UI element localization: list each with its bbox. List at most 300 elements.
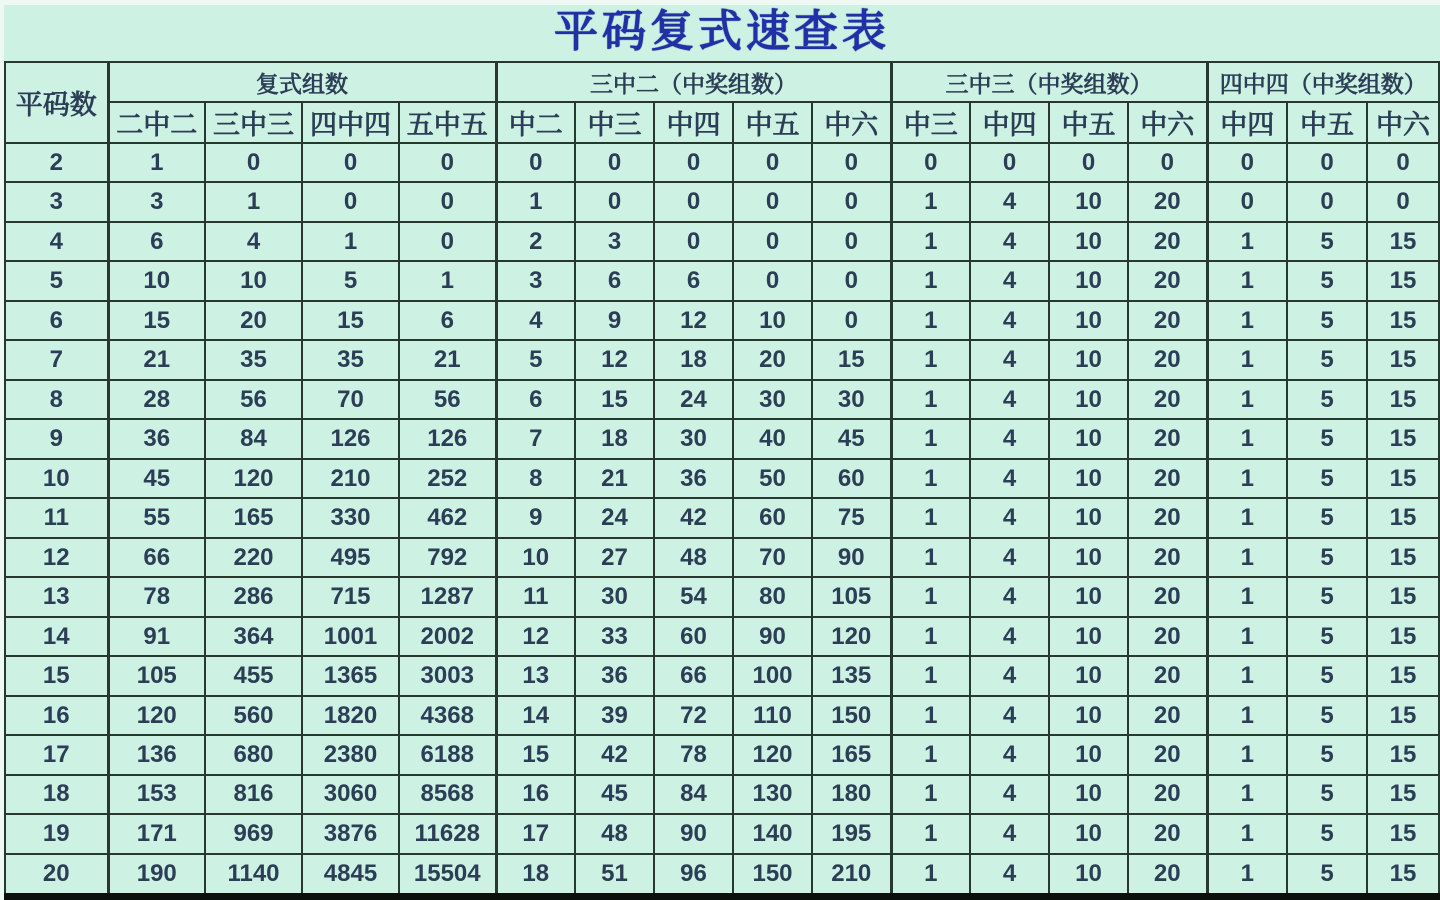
data-cell: 330 [302,498,399,537]
data-cell: 1 [1207,656,1287,695]
data-cell: 0 [575,143,654,182]
row-pingma-count: 6 [5,301,108,340]
col-header: 中四 [1207,102,1287,143]
data-cell: 8568 [399,775,496,814]
row-pingma-count: 11 [5,498,108,537]
group-header-row [5,62,1439,102]
data-cell: 15 [1367,459,1439,498]
data-cell: 1 [205,182,302,221]
data-cell: 21 [575,459,654,498]
data-cell: 56 [205,380,302,419]
data-cell: 72 [654,696,733,735]
col-header: 三中三 [205,102,302,143]
data-cell: 2 [496,222,575,261]
data-cell: 10 [205,261,302,300]
lookup-table [4,61,1440,900]
data-cell: 10 [1049,538,1128,577]
data-cell: 33 [575,617,654,656]
data-cell: 10 [496,538,575,577]
data-cell: 165 [205,498,302,537]
col-header: 中三 [575,102,654,143]
data-cell: 5 [496,340,575,379]
data-cell: 0 [812,182,891,221]
data-cell: 50 [733,459,812,498]
data-cell: 17 [496,814,575,853]
data-cell: 4 [970,696,1049,735]
data-cell: 1 [891,854,970,897]
data-cell: 1 [891,498,970,537]
data-cell: 1365 [302,656,399,695]
row-pingma-count: 7 [5,340,108,379]
data-cell: 5 [1287,380,1367,419]
data-cell: 1287 [399,577,496,616]
data-cell: 10 [1049,340,1128,379]
data-cell: 15 [302,301,399,340]
data-cell: 45 [108,459,205,498]
data-cell: 126 [302,419,399,458]
data-cell: 4 [970,498,1049,537]
data-cell: 1 [891,656,970,695]
data-cell: 5 [1287,577,1367,616]
data-cell: 40 [733,419,812,458]
table-row [5,854,1439,897]
data-cell: 45 [575,775,654,814]
page-title: 平码复式速查表 [554,7,890,56]
data-cell: 0 [654,222,733,261]
data-cell: 150 [812,696,891,735]
data-cell: 1 [891,182,970,221]
data-cell: 136 [108,735,205,774]
data-cell: 20 [1128,735,1207,774]
data-cell: 15 [1367,696,1439,735]
data-cell: 15 [1367,656,1439,695]
col-header: 中六 [812,102,891,143]
data-cell: 1 [891,775,970,814]
table-row [5,419,1439,458]
data-cell: 42 [575,735,654,774]
data-cell: 18 [575,419,654,458]
data-cell: 27 [575,538,654,577]
data-cell: 1 [302,222,399,261]
data-cell: 36 [575,656,654,695]
data-cell: 0 [812,222,891,261]
data-cell: 15 [1367,577,1439,616]
data-cell: 0 [1287,182,1367,221]
corner-header: 平码数 [5,62,108,143]
data-cell: 10 [1049,419,1128,458]
data-cell: 4 [970,340,1049,379]
data-cell: 56 [399,380,496,419]
data-cell: 15 [1367,814,1439,853]
data-cell: 100 [733,656,812,695]
data-cell: 1 [891,538,970,577]
data-cell: 455 [205,656,302,695]
col-header: 中四 [654,102,733,143]
data-cell: 0 [205,143,302,182]
data-cell: 1 [1207,735,1287,774]
data-cell: 0 [496,143,575,182]
row-pingma-count: 9 [5,419,108,458]
data-cell: 560 [205,696,302,735]
data-cell: 1 [891,814,970,853]
data-cell: 4845 [302,854,399,897]
data-cell: 60 [733,498,812,537]
table-row [5,735,1439,774]
data-cell: 51 [575,854,654,897]
data-cell: 120 [733,735,812,774]
row-pingma-count: 16 [5,696,108,735]
row-pingma-count: 3 [5,182,108,221]
data-cell: 4 [970,775,1049,814]
reference-sheet [4,5,1440,900]
data-cell: 1 [891,261,970,300]
data-cell: 20 [733,340,812,379]
row-pingma-count: 20 [5,854,108,897]
data-cell: 15 [812,340,891,379]
data-cell: 6 [108,222,205,261]
data-cell: 96 [654,854,733,897]
data-cell: 4 [970,182,1049,221]
data-cell: 8 [496,459,575,498]
data-cell: 1 [891,419,970,458]
data-cell: 15 [496,735,575,774]
data-cell: 0 [812,301,891,340]
data-cell: 0 [654,182,733,221]
row-pingma-count: 17 [5,735,108,774]
data-cell: 30 [654,419,733,458]
data-cell: 715 [302,577,399,616]
data-cell: 12 [654,301,733,340]
data-cell: 4 [970,261,1049,300]
data-cell: 1 [891,340,970,379]
data-cell: 75 [812,498,891,537]
data-cell: 66 [108,538,205,577]
col-header: 中五 [733,102,812,143]
data-cell: 4 [496,301,575,340]
data-cell: 35 [302,340,399,379]
data-cell: 84 [205,419,302,458]
data-cell: 286 [205,577,302,616]
sub-header-row [5,102,1439,143]
data-cell: 4 [970,459,1049,498]
data-cell: 3 [575,222,654,261]
data-cell: 10 [1049,261,1128,300]
data-cell: 1 [1207,775,1287,814]
data-cell: 48 [575,814,654,853]
data-cell: 15 [1367,340,1439,379]
data-cell: 90 [654,814,733,853]
data-cell: 28 [108,380,205,419]
data-cell: 0 [1367,182,1439,221]
data-cell: 6 [496,380,575,419]
data-cell: 1 [108,143,205,182]
data-cell: 5 [1287,775,1367,814]
data-cell: 20 [1128,419,1207,458]
data-cell: 4 [205,222,302,261]
data-cell: 4 [970,735,1049,774]
data-cell: 60 [812,459,891,498]
data-cell: 0 [1049,143,1128,182]
col-header: 中三 [891,102,970,143]
data-cell: 20 [1128,459,1207,498]
data-cell: 0 [654,143,733,182]
data-cell: 1 [891,301,970,340]
data-cell: 5 [1287,222,1367,261]
data-cell: 9 [496,498,575,537]
data-cell: 5 [1287,696,1367,735]
data-cell: 105 [108,656,205,695]
data-cell: 20 [1128,814,1207,853]
table-row [5,617,1439,656]
data-cell: 20 [1128,854,1207,897]
data-cell: 13 [496,656,575,695]
row-pingma-count: 5 [5,261,108,300]
data-cell: 14 [496,696,575,735]
data-cell: 120 [205,459,302,498]
data-cell: 15 [1367,301,1439,340]
data-cell: 10 [1049,459,1128,498]
data-cell: 6 [654,261,733,300]
data-cell: 1 [1207,419,1287,458]
data-cell: 5 [1287,735,1367,774]
data-cell: 15504 [399,854,496,897]
data-cell: 3003 [399,656,496,695]
data-cell: 0 [1287,143,1367,182]
col-header: 中五 [1049,102,1128,143]
data-cell: 1 [891,617,970,656]
table-row [5,459,1439,498]
data-cell: 171 [108,814,205,853]
data-cell: 12 [575,340,654,379]
data-cell: 969 [205,814,302,853]
data-cell: 1 [891,380,970,419]
data-cell: 80 [733,577,812,616]
data-cell: 1 [1207,498,1287,537]
data-cell: 11 [496,577,575,616]
data-cell: 15 [1367,380,1439,419]
data-cell: 4 [970,222,1049,261]
data-cell: 3060 [302,775,399,814]
data-cell: 5 [1287,261,1367,300]
col-header: 二中二 [108,102,205,143]
group-header-fushi: 复式组数 [108,62,496,102]
row-pingma-count: 13 [5,577,108,616]
data-cell: 1 [891,735,970,774]
data-cell: 120 [108,696,205,735]
data-cell: 4 [970,854,1049,897]
table-row [5,696,1439,735]
data-cell: 1 [496,182,575,221]
data-cell: 0 [399,222,496,261]
data-cell: 30 [733,380,812,419]
data-cell: 10 [108,261,205,300]
data-cell: 4 [970,577,1049,616]
table-header [5,62,1439,143]
table-row [5,340,1439,379]
data-cell: 15 [1367,419,1439,458]
col-header: 四中四 [302,102,399,143]
data-cell: 130 [733,775,812,814]
data-cell: 220 [205,538,302,577]
data-cell: 6 [399,301,496,340]
data-cell: 7 [496,419,575,458]
col-header: 五中五 [399,102,496,143]
data-cell: 1140 [205,854,302,897]
data-cell: 70 [302,380,399,419]
data-cell: 39 [575,696,654,735]
data-cell: 0 [733,182,812,221]
data-cell: 10 [1049,498,1128,537]
row-pingma-count: 12 [5,538,108,577]
table-row [5,498,1439,537]
data-cell: 105 [812,577,891,616]
data-cell: 1 [891,459,970,498]
data-cell: 10 [1049,696,1128,735]
data-cell: 462 [399,498,496,537]
data-cell: 0 [302,143,399,182]
data-cell: 1 [1207,538,1287,577]
data-cell: 4 [970,656,1049,695]
col-header: 中六 [1367,102,1439,143]
data-cell: 0 [733,261,812,300]
data-cell: 2002 [399,617,496,656]
data-cell: 66 [654,656,733,695]
data-cell: 0 [733,222,812,261]
data-cell: 210 [302,459,399,498]
row-pingma-count: 18 [5,775,108,814]
data-cell: 5 [1287,459,1367,498]
data-cell: 20 [1128,261,1207,300]
row-pingma-count: 8 [5,380,108,419]
data-cell: 21 [108,340,205,379]
data-cell: 78 [654,735,733,774]
data-cell: 60 [654,617,733,656]
data-cell: 792 [399,538,496,577]
data-cell: 4 [970,617,1049,656]
data-cell: 84 [654,775,733,814]
data-cell: 78 [108,577,205,616]
data-cell: 0 [812,261,891,300]
data-cell: 24 [575,498,654,537]
group-header-4zhong4: 四中四（中奖组数） [1207,62,1439,102]
data-cell: 6188 [399,735,496,774]
data-cell: 42 [654,498,733,537]
data-cell: 11628 [399,814,496,853]
data-cell: 252 [399,459,496,498]
table-row [5,577,1439,616]
data-cell: 4 [970,538,1049,577]
table-row [5,538,1439,577]
data-cell: 190 [108,854,205,897]
data-cell: 3876 [302,814,399,853]
data-cell: 1 [1207,340,1287,379]
data-cell: 5 [1287,340,1367,379]
row-pingma-count: 10 [5,459,108,498]
data-cell: 18 [496,854,575,897]
table-row [5,814,1439,853]
data-cell: 4 [970,419,1049,458]
col-header: 中二 [496,102,575,143]
data-cell: 210 [812,854,891,897]
data-cell: 20 [1128,498,1207,537]
data-cell: 10 [1049,656,1128,695]
data-cell: 0 [891,143,970,182]
data-cell: 15 [1367,498,1439,537]
data-cell: 36 [654,459,733,498]
data-cell: 1 [1207,261,1287,300]
data-cell: 20 [1128,656,1207,695]
data-cell: 5 [1287,419,1367,458]
table-row [5,301,1439,340]
table-row [5,775,1439,814]
data-cell: 180 [812,775,891,814]
data-cell: 20 [1128,577,1207,616]
data-cell: 15 [1367,854,1439,897]
data-cell: 20 [1128,775,1207,814]
data-cell: 10 [733,301,812,340]
data-cell: 1 [1207,696,1287,735]
data-cell: 48 [654,538,733,577]
table-row [5,261,1439,300]
data-cell: 2380 [302,735,399,774]
table-row [5,380,1439,419]
data-cell: 20 [1128,301,1207,340]
data-cell: 55 [108,498,205,537]
data-cell: 15 [1367,538,1439,577]
row-pingma-count: 14 [5,617,108,656]
data-cell: 20 [205,301,302,340]
data-cell: 30 [812,380,891,419]
data-cell: 20 [1128,696,1207,735]
data-cell: 680 [205,735,302,774]
data-cell: 54 [654,577,733,616]
data-cell: 20 [1128,182,1207,221]
data-cell: 20 [1128,340,1207,379]
data-cell: 1 [1207,814,1287,853]
data-cell: 4368 [399,696,496,735]
data-cell: 5 [1287,301,1367,340]
data-cell: 20 [1128,222,1207,261]
data-cell: 15 [1367,222,1439,261]
data-cell: 1 [1207,222,1287,261]
data-cell: 1 [1207,301,1287,340]
data-cell: 4 [970,301,1049,340]
data-cell: 15 [108,301,205,340]
row-pingma-count: 15 [5,656,108,695]
data-cell: 20 [1128,538,1207,577]
data-cell: 15 [1367,617,1439,656]
data-cell: 0 [970,143,1049,182]
data-cell: 15 [1367,261,1439,300]
data-cell: 5 [1287,656,1367,695]
table-row [5,656,1439,695]
col-header: 中四 [970,102,1049,143]
data-cell: 18 [654,340,733,379]
data-cell: 0 [399,143,496,182]
group-header-3zhong3: 三中三（中奖组数） [891,62,1207,102]
row-pingma-count: 19 [5,814,108,853]
data-cell: 1001 [302,617,399,656]
data-cell: 165 [812,735,891,774]
data-cell: 3 [108,182,205,221]
data-cell: 90 [812,538,891,577]
data-cell: 70 [733,538,812,577]
data-cell: 0 [399,182,496,221]
data-cell: 1 [891,696,970,735]
data-cell: 9 [575,301,654,340]
data-cell: 1 [1207,854,1287,897]
data-cell: 1820 [302,696,399,735]
